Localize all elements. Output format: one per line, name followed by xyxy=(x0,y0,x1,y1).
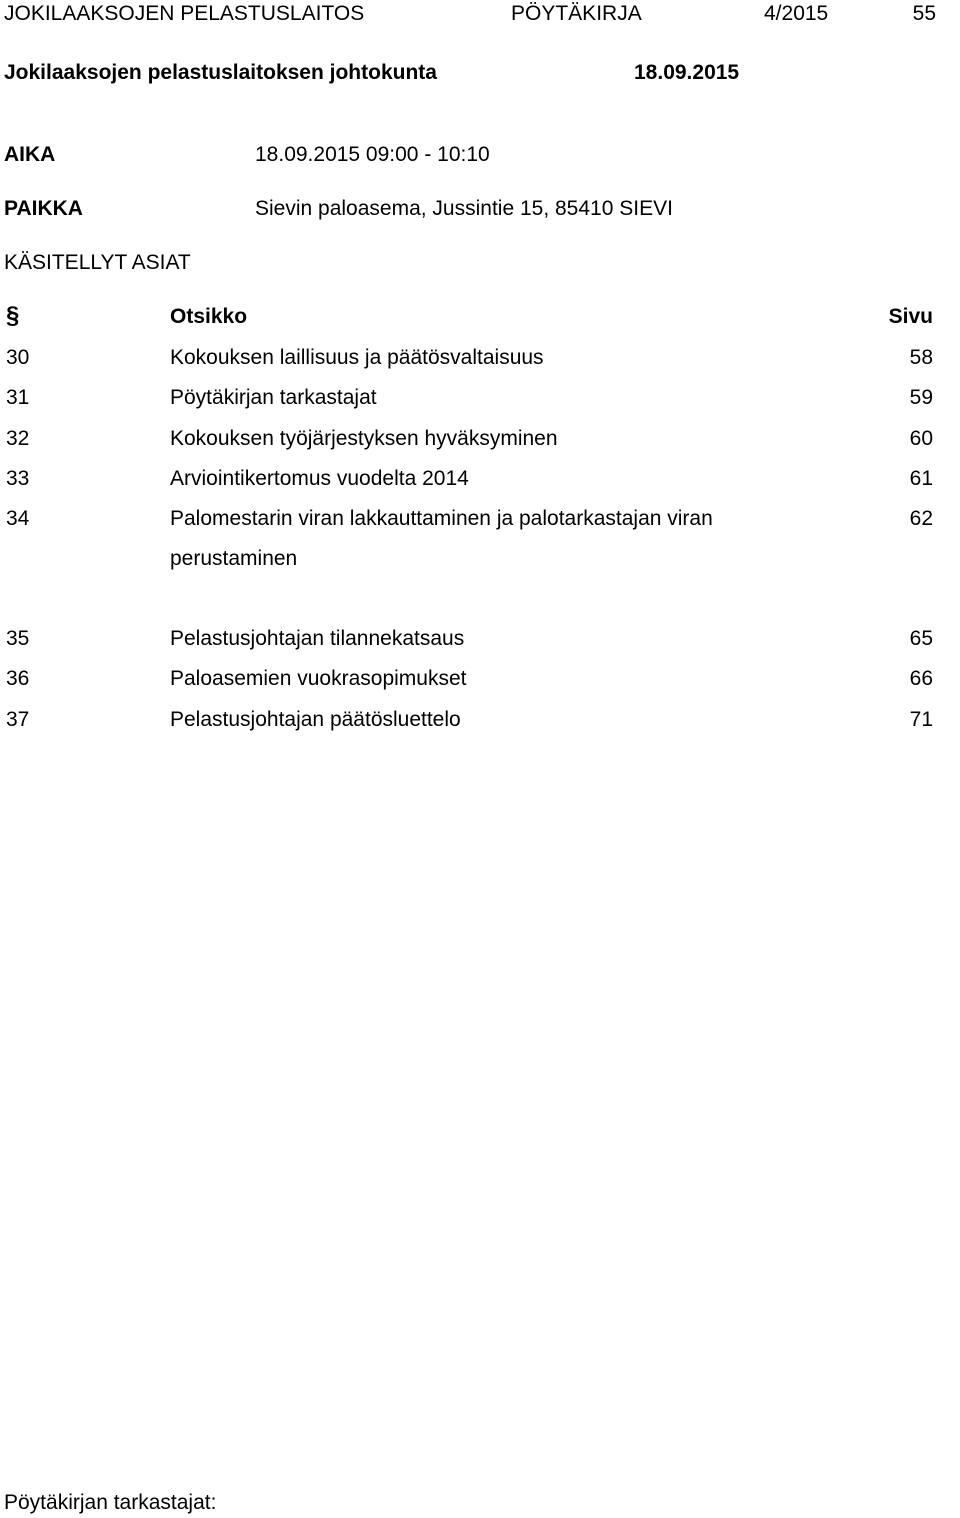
section-sign-icon: § xyxy=(6,302,20,329)
item-title: Pöytäkirjan tarkastajat xyxy=(170,386,377,409)
item-number: 34 xyxy=(6,507,30,530)
time-label: AIKA xyxy=(4,143,56,166)
place-label: PAIKKA xyxy=(4,197,83,220)
meeting-body: Jokilaaksojen pelastuslaitoksen johtokunta xyxy=(4,61,437,84)
item-number: 31 xyxy=(6,386,30,409)
place-value: Sievin paloasema, Jussintie 15, 85410 SIEVI xyxy=(255,197,673,220)
item-number: 30 xyxy=(6,346,30,369)
item-title: Kokouksen laillisuus ja päätösvaltaisuus xyxy=(170,346,544,369)
page-number: 55 xyxy=(912,2,936,25)
item-page: 60 xyxy=(909,427,933,450)
column-header-title: Otsikko xyxy=(170,305,248,328)
item-page: 62 xyxy=(909,507,933,530)
item-page: 61 xyxy=(909,467,933,490)
item-title: Paloasemien vuokrasopimukset xyxy=(170,667,467,690)
item-title: Arviointikertomus vuodelta 2014 xyxy=(170,467,469,490)
item-title: Pelastusjohtajan päätösluettelo xyxy=(170,708,461,731)
item-title: Palomestarin viran lakkauttaminen ja palotarkastajan viran xyxy=(170,507,713,530)
item-number: 37 xyxy=(6,708,30,731)
item-title-continuation: perustaminen xyxy=(170,547,298,570)
item-title: Kokouksen työjärjestyksen hyväksyminen xyxy=(170,427,558,450)
item-page: 66 xyxy=(909,667,933,690)
organization-name: JOKILAAKSOJEN PELASTUSLAITOS xyxy=(4,2,365,25)
agenda-heading: KÄSITELLYT ASIAT xyxy=(4,251,191,274)
item-page: 65 xyxy=(909,627,933,650)
item-number: 33 xyxy=(6,467,30,490)
meeting-date: 18.09.2015 xyxy=(634,61,740,84)
item-number: 36 xyxy=(6,667,30,690)
item-title: Pelastusjohtajan tilannekatsaus xyxy=(170,627,465,650)
document-number: 4/2015 xyxy=(764,2,829,25)
signers-label: Pöytäkirjan tarkastajat: xyxy=(4,1491,217,1514)
item-number: 32 xyxy=(6,427,30,450)
item-page: 58 xyxy=(909,346,933,369)
document-type: PÖYTÄKIRJA xyxy=(511,2,642,25)
item-number: 35 xyxy=(6,627,30,650)
column-header-page: Sivu xyxy=(888,305,933,328)
item-page: 71 xyxy=(909,708,933,731)
item-page: 59 xyxy=(909,386,933,409)
time-value: 18.09.2015 09:00 - 10:10 xyxy=(255,143,490,166)
